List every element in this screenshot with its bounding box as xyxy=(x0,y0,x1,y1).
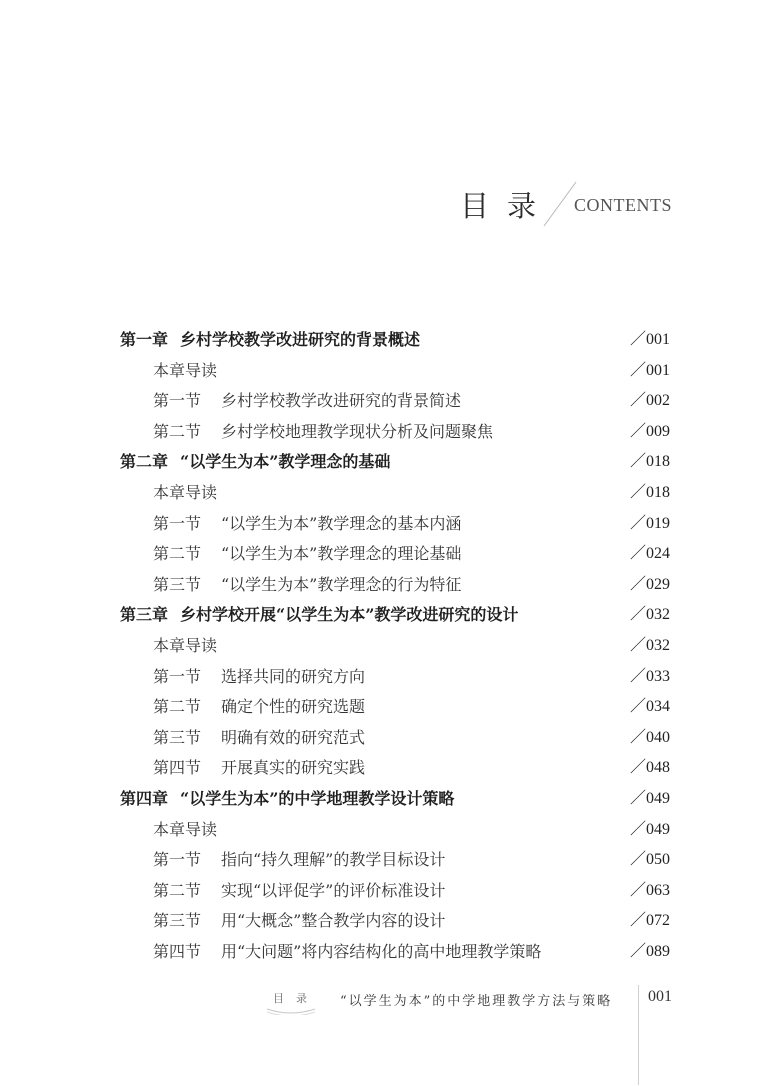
footer-book-title: “以学生为本”的中学地理教学方法与策略 xyxy=(340,994,613,1009)
toc-entry-text: 实现“以评促学”的评价标准设计 xyxy=(221,880,446,900)
toc-entry-title xyxy=(153,906,445,937)
footer-page-number: 001 xyxy=(648,988,672,1005)
toc-entry-text: 乡村学校地理教学现状分析及问题聚焦 xyxy=(221,421,494,441)
toc-page-number: ／048 xyxy=(630,759,671,777)
toc-entry-label: 第一章 xyxy=(120,330,169,349)
toc-chapter-row xyxy=(0,325,760,356)
toc-entry-title xyxy=(153,539,461,570)
toc-entry-label: 第二章 xyxy=(120,452,169,472)
toc-entry-text: 开展真实的研究实践 xyxy=(221,758,366,778)
toc-entry-label: 第一节 xyxy=(153,666,202,686)
toc-entry-title xyxy=(153,570,461,601)
toc-page-number: ／019 xyxy=(630,514,671,532)
toc-page-number: ／034 xyxy=(630,698,671,716)
toc-chapter-row xyxy=(0,447,760,478)
toc-entry-label: 第四节 xyxy=(153,758,202,778)
toc-page-number: ／089 xyxy=(630,942,671,960)
toc-entry-text: “以学生为本”教学理念的理论基础 xyxy=(221,544,462,564)
toc-entry-title xyxy=(120,784,454,815)
toc-section-row xyxy=(0,753,760,784)
footer-divider xyxy=(638,985,639,1085)
toc-entry-label: 第二节 xyxy=(153,880,202,900)
toc-page-number: ／018 xyxy=(630,453,671,471)
toc-entry-text: 本章导读 xyxy=(153,482,218,502)
toc-section-row xyxy=(0,662,760,693)
toc-page-number: ／050 xyxy=(630,851,671,869)
footer-section-label: 目录 xyxy=(273,992,319,1005)
toc-entry-text: 用“大问题”将内容结构化的高中地理教学策略 xyxy=(221,941,542,961)
toc-section-row xyxy=(0,509,760,540)
toc-section-row xyxy=(0,356,760,387)
toc-entry-label: 第二节 xyxy=(153,697,202,717)
contents-title-cn: 目录 xyxy=(460,189,555,223)
toc-page-number: ／002 xyxy=(630,392,671,410)
toc-page-number: ／049 xyxy=(630,820,671,838)
toc-chapter-row xyxy=(0,600,760,631)
toc-page-number: ／040 xyxy=(630,728,671,746)
toc-entry-label: 第三章 xyxy=(120,605,169,625)
toc-page-number: ／032 xyxy=(630,606,671,624)
toc-page-number: ／024 xyxy=(630,545,671,563)
toc-section-row xyxy=(0,539,760,570)
toc-section-row xyxy=(0,386,760,417)
toc-entry-title xyxy=(120,600,518,631)
toc-entry-label: 第一节 xyxy=(153,850,202,870)
toc-page-number: ／001 xyxy=(630,331,671,348)
toc-section-row xyxy=(0,478,760,509)
toc-entry-label: 第一节 xyxy=(153,513,202,533)
toc-section-row xyxy=(0,876,760,907)
toc-entry-title xyxy=(153,723,365,754)
toc-entry-title xyxy=(153,386,461,417)
toc-entry-text: 选择共同的研究方向 xyxy=(221,666,366,686)
toc-entry-title xyxy=(153,692,365,723)
page-footer xyxy=(0,985,760,1025)
toc-chapter-row xyxy=(0,784,760,815)
toc-page-number: ／049 xyxy=(630,789,671,807)
toc-entry-label: 第三节 xyxy=(153,574,202,594)
contents-heading xyxy=(460,180,700,240)
toc-entry-title xyxy=(153,662,365,693)
toc-section-row xyxy=(0,417,760,448)
toc-page-number: ／072 xyxy=(630,912,671,930)
toc-page-number: ／029 xyxy=(630,575,671,593)
toc-section-row xyxy=(0,906,760,937)
toc-page-number: ／018 xyxy=(630,483,671,501)
toc-entry-label: 第四节 xyxy=(153,941,202,961)
toc-section-row xyxy=(0,570,760,601)
toc-entry-text: “以学生为本”教学理念的基础 xyxy=(180,452,391,472)
toc-section-row xyxy=(0,845,760,876)
toc-entry-text: 乡村学校教学改进研究的背景简述 xyxy=(221,391,462,411)
toc-entry-title xyxy=(153,937,541,968)
toc-entry-text: 确定个性的研究选题 xyxy=(221,697,366,717)
toc-entry-text: 用“大概念”整合教学内容的设计 xyxy=(221,911,446,931)
toc-page-number: ／009 xyxy=(630,422,671,440)
toc-entry-title xyxy=(153,815,217,846)
toc-entry-text: 指向“持久理解”的教学目标设计 xyxy=(221,850,446,870)
toc-page-number: ／001 xyxy=(630,361,671,379)
toc-entry-text: “以学生为本”教学理念的行为特征 xyxy=(221,574,462,594)
toc-entry-text: 明确有效的研究范式 xyxy=(221,727,366,747)
toc-entry-title xyxy=(153,845,445,876)
table-of-contents xyxy=(0,325,760,967)
toc-section-row xyxy=(0,815,760,846)
toc-page-number: ／033 xyxy=(630,667,671,685)
toc-page-number: ／063 xyxy=(630,881,671,899)
toc-entry-text: “以学生为本”教学理念的基本内涵 xyxy=(221,513,462,533)
toc-entry-label: 第四章 xyxy=(120,788,169,808)
toc-page-number: ／032 xyxy=(630,636,671,654)
toc-entry-label: 第三节 xyxy=(153,727,202,747)
toc-entry-title xyxy=(153,509,461,540)
toc-entry-label: 第三节 xyxy=(153,911,202,931)
toc-entry-title xyxy=(153,631,217,662)
toc-entry-title xyxy=(120,447,390,478)
toc-section-row xyxy=(0,937,760,968)
contents-title-en: CONTENTS xyxy=(574,195,672,215)
toc-entry-title xyxy=(153,753,365,784)
toc-entry-title xyxy=(153,478,217,509)
toc-entry-label: 第一节 xyxy=(153,391,202,411)
toc-entry-text: 本章导读 xyxy=(153,360,218,380)
toc-entry-title xyxy=(153,356,217,387)
toc-entry-text: “以学生为本”的中学地理教学设计策略 xyxy=(180,788,455,808)
toc-entry-label: 第二节 xyxy=(153,421,202,441)
toc-entry-title xyxy=(120,325,420,356)
toc-entry-text: 乡村学校开展“以学生为本”教学改进研究的设计 xyxy=(180,605,519,625)
toc-section-row xyxy=(0,631,760,662)
toc-entry-text: 本章导读 xyxy=(153,819,218,839)
toc-entry-title xyxy=(153,417,493,448)
toc-section-row xyxy=(0,723,760,754)
toc-entry-title xyxy=(153,876,445,907)
toc-entry-label: 第二节 xyxy=(153,544,202,564)
toc-entry-text: 本章导读 xyxy=(153,635,218,655)
toc-entry-text: 乡村学校教学改进研究的背景概述 xyxy=(180,330,421,349)
toc-section-row xyxy=(0,692,760,723)
